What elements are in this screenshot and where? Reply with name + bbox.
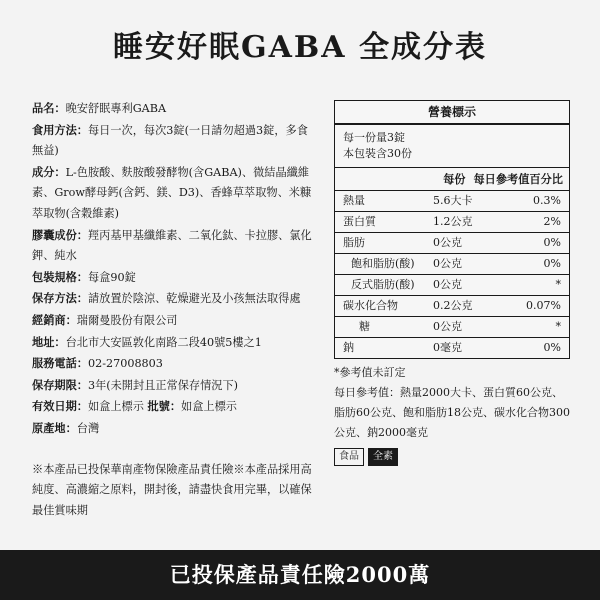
info-row-phone: 服務電話：02-27008803 — [32, 356, 163, 371]
product-info — [32, 98, 319, 521]
nutrient-name: 熱量 — [343, 194, 365, 207]
footer-banner: 已投保產品責任險2000萬 — [0, 550, 600, 600]
nutrient-amount: 1.2公克 — [433, 215, 473, 228]
nutrient-name: 反式脂肪(酸) — [351, 278, 415, 291]
nutrient-amount: 0公克 — [433, 236, 462, 249]
info-row-ingredients: 成分：L-色胺酸、麩胺酸發酵物(含GABA)、微結晶纖維素、Grow酵母鈣(含鈣、鎂、D3)、香蜂草萃取物、米糠萃取物(含穀維素) — [32, 164, 312, 220]
info-row-origin: 原產地：台灣 — [32, 420, 100, 435]
nutrition-rows — [335, 191, 569, 358]
info-row-package: 包裝規格：每盒90錠 — [32, 269, 136, 284]
info-row-storage: 保存方法：請放置於陰涼、乾燥避光及小孩無法取得處 — [32, 291, 301, 306]
nutrition-row — [335, 233, 569, 254]
nutrient-percent: 0% — [543, 257, 561, 270]
nutrient-percent: 0.07% — [526, 299, 561, 312]
info-row-shelf-life: 保存期限：3年(未開封且正常保存情況下) — [32, 377, 239, 392]
servings-per-pack: 本包裝含30份 — [343, 147, 412, 160]
nutrition-row — [335, 191, 569, 212]
nutrient-amount: 0.2公克 — [433, 299, 473, 312]
nutrition-row — [335, 338, 569, 358]
nutrient-percent: 0% — [543, 236, 561, 249]
nutrient-percent: * — [555, 320, 561, 333]
nutrient-amount: 0公克 — [433, 320, 462, 333]
nutrient-name: 鈉 — [343, 341, 354, 354]
nutrient-percent: 2% — [543, 215, 561, 228]
nutrient-amount: 0公克 — [433, 257, 462, 270]
info-row-distributor: 經銷商：瑞爾曼股份有限公司 — [32, 312, 178, 327]
nutrient-name: 糖 — [359, 320, 370, 333]
nutrient-percent: 0% — [543, 341, 561, 354]
serving-size: 每一份量3錠 — [343, 131, 405, 144]
nutrient-amount: 0毫克 — [433, 341, 462, 354]
info-row-expiry: 有效日期：如盒上標示 批號：如盒上標示 — [32, 399, 237, 414]
nutrition-row — [335, 317, 569, 338]
info-row-address: 地址：台北市大安區敦化南路二段40號5樓之1 — [32, 334, 262, 349]
info-row-usage: 食用方法：每日一次，每次3錠(一日請勿超過3錠，多食無益) — [32, 122, 308, 158]
header-daily-value: 每日參考值百分比 — [473, 172, 563, 186]
nutrient-percent: 0.3% — [533, 194, 561, 207]
tag-group — [334, 448, 570, 466]
nutrient-name: 飽和脂肪(酸) — [351, 257, 415, 270]
info-row-capsule: 膠囊成份：羥丙基甲基纖維素、二氧化鈦、卡拉膠、氯化鉀、純水 — [32, 227, 312, 263]
nutrition-row — [335, 296, 569, 317]
nutrient-name: 脂肪 — [343, 236, 365, 249]
nutrition-title: 營養標示 — [335, 101, 569, 125]
reference-text: 每日參考值：熱量2000大卡、蛋白質60公克、脂肪60公克、飽和脂肪18公克、碳水化合物300公克、鈉2000毫克 — [334, 386, 570, 439]
nutrient-name: 碳水化合物 — [343, 299, 398, 312]
nutrition-panel — [334, 100, 570, 466]
tag-food: 食品 — [334, 448, 364, 466]
nutrition-table — [334, 100, 570, 359]
nutrition-header — [335, 168, 569, 191]
page-title: 睡安好眠GABA 全成分表 — [113, 30, 487, 65]
nutrient-name: 蛋白質 — [343, 215, 376, 228]
info-row-name: 品名：晚安舒眠專利GABA — [32, 101, 167, 115]
tag-vegan: 全素 — [368, 448, 398, 466]
nutrient-amount: 5.6大卡 — [433, 194, 473, 207]
nutrition-row — [335, 275, 569, 296]
nutrient-amount: 0公克 — [433, 278, 462, 291]
nutrient-percent: * — [555, 278, 561, 291]
header-per-serving: 每份 — [443, 172, 466, 186]
nutrition-row — [335, 212, 569, 233]
nutrition-row — [335, 254, 569, 275]
serving-info — [335, 125, 569, 168]
reference-note: *參考值未訂定 — [334, 366, 406, 379]
insurance-note: ※本產品已投保華南產物保險產品責任險※本產品採用高純度、高濃縮之原料，開封後，請盡快食用完畢，以確保最佳賞味期 — [32, 462, 312, 517]
